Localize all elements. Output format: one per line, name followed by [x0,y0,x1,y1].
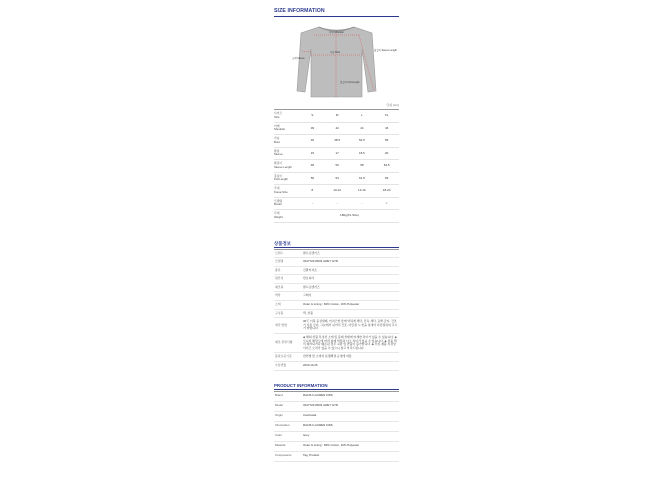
detail-row [274,362,399,371]
size-cell: 39 [300,122,325,135]
size-cell: 48 [300,160,325,173]
size-cell: L [350,110,375,123]
product-row [274,451,399,461]
detail-row [274,309,399,318]
size-row [274,147,399,160]
size-row [274,110,399,123]
product-row [274,421,399,431]
detail-key: 종류 [274,266,302,275]
product-row [274,441,399,451]
size-section-title: SIZE INFORMATION [274,0,399,17]
product-row [274,411,399,421]
detail-row [274,275,399,284]
chest-label: 가슴 Bust [330,51,341,54]
detail-value: 긴팔티셔츠 [302,266,399,275]
size-row [274,210,399,223]
size-cell: S [300,110,325,123]
tshirt-diagram [274,21,399,99]
size-cell: 69 [374,172,399,185]
product-value: Cambodia [302,411,399,421]
detail-row [274,266,399,275]
size-cell: 50 [325,160,350,173]
size-diagram [274,21,399,99]
detail-key: 제조원 [274,283,302,292]
size-row-label: 총길이 Full Length [274,172,300,185]
size-row-label: 모델명 Model [274,197,300,210]
product-value: 323772210003 GREY HTR [302,401,399,411]
detail-key: 브랜드 [274,249,302,258]
detail-value: ◈ 해외 상품 특성상 소재 및 봉제 상태에 미세한 차이가 있을 수 있습니다. ◈ 모니터 해상도에 따라 실제 색상과 다소 차이가 있을 수 있습니다. ◈ 상품 택이 제거되거나 훼손된 경우 교환 및 반품이 불가합니다. ◈ 수입 제품 특성상 사이즈 오차가 있을 수 있으니 참고 부탁드립니다. [302,334,399,353]
product-row [274,391,399,401]
detail-value: 랄프로렌키즈 [302,283,399,292]
detail-value: 30℃ 이하 중성세제, 미지근한 물에 약하게 세탁, 단독 세탁, 표백 금지, 건조기 사용 금지, 그늘에서 뉘어서 건조, 다림질 시 천을 덧대어 다림질하여 주시기 바랍니다. [302,318,399,334]
product-key: Information [274,421,302,431]
detail-key: 품질보증기준 [274,353,302,362]
detail-value: 2020.10.26 [302,362,399,371]
size-row [274,185,399,198]
size-row [274,160,399,173]
size-row-label: 사이즈 Size [274,110,300,123]
detail-key: 모델명 [274,258,302,267]
size-cell: ✓ [374,197,399,210]
detail-value: 택, 상품 [302,309,399,318]
full-length-label: 총길이 Full Length [340,81,360,84]
size-cell: 46 [300,135,325,148]
size-cell: 18.5 [350,147,375,160]
product-key: Model [274,401,302,411]
detail-value: 그레이 [302,292,399,301]
product-key: Origin [274,411,302,421]
size-cell: 55 [374,135,399,148]
sleeve-length-label: 팔길이 Sleeve Length [374,49,397,52]
size-row-label: 팔길이 Sleeve Length [274,160,300,173]
detail-value: 관련법 및 소비자 분쟁해결 규정에 따름 [302,353,399,362]
product-key: Material [274,441,302,451]
product-row [274,401,399,411]
unit-label: 단위 (cm) [386,103,399,107]
size-cell: 18-20 [374,185,399,198]
size-cell: 58 [350,160,375,173]
size-cell: 48.5 [325,135,350,148]
product-value: Tag, Product [302,451,399,461]
detail-key: 세탁 방법 [274,318,302,334]
detail-row [274,249,399,258]
size-cell: - [325,197,350,210]
product-value: RALPH LAUREN KIDS [302,391,399,401]
size-cell: 17 [325,147,350,160]
detail-row [274,292,399,301]
size-cell: 63.5 [374,160,399,173]
size-row-label: 어깨 Shoulder [274,122,300,135]
size-row-label: 국내 Korea Size [274,185,300,198]
product-key: Color [274,431,302,441]
product-section-title: PRODUCT INFORMATION [274,379,399,390]
size-cell: 15 [300,147,325,160]
detail-key: 색상 [274,292,302,301]
size-row [274,197,399,210]
detail-key: 제조 관련사항 [274,334,302,353]
detail-key: 원산지 [274,275,302,284]
product-value: Grey [302,431,399,441]
detail-row [274,283,399,292]
product-info-table [274,391,399,462]
detail-key: 구성품 [274,309,302,318]
size-row [274,172,399,185]
detail-value: 323772210003 GREY HTR [302,258,399,267]
detail-table [274,249,399,371]
product-key: Brand [274,391,302,401]
size-cell: 42 [325,122,350,135]
size-cell: 186g(XL Size) [300,210,399,223]
size-cell: 50 [300,172,325,185]
detail-key: 소재 [274,301,302,310]
size-table [274,109,399,223]
detail-value: 캄보디아 [302,275,399,284]
product-value: Outer & Lining : 84% Cotton, 16% Polyester [302,441,399,451]
shoulder-label: 어깨 Shoulder [329,31,344,34]
detail-key: 수입연월 [274,362,302,371]
detail-section-title: 상품정보 [274,237,399,248]
size-cell: 54 [325,172,350,185]
size-row [274,135,399,148]
size-cell: - [350,197,375,210]
size-cell: 52.5 [350,135,375,148]
size-row-label: 무게 Weight [274,210,300,223]
size-row [274,122,399,135]
size-cell: - [300,197,325,210]
size-cell: 46 [374,122,399,135]
product-key: Components [274,451,302,461]
detail-value: 랄프로렌키즈 [302,249,399,258]
size-cell: 61.5 [350,172,375,185]
size-cell: M [325,110,350,123]
detail-row [274,353,399,362]
sleeve-label: 소매 Sleeve [292,57,305,60]
size-row-label: 팔통 Sleeve [274,147,300,160]
size-row-label: 가슴 Bust [274,135,300,148]
size-cell: 10-12 [325,185,350,198]
size-cell: 8 [300,185,325,198]
size-cell: XL [374,110,399,123]
product-value: RALPH LAUREN KIDS [302,421,399,431]
detail-row [274,318,399,334]
detail-value: Outer & Lining : 84% Cotton, 16% Polyester [302,301,399,310]
detail-row [274,301,399,310]
product-detail-column [274,0,399,462]
size-cell: 44 [350,122,375,135]
product-row [274,431,399,441]
detail-row [274,334,399,353]
size-cell: 14-16 [350,185,375,198]
size-cell: 20 [374,147,399,160]
detail-row [274,258,399,267]
